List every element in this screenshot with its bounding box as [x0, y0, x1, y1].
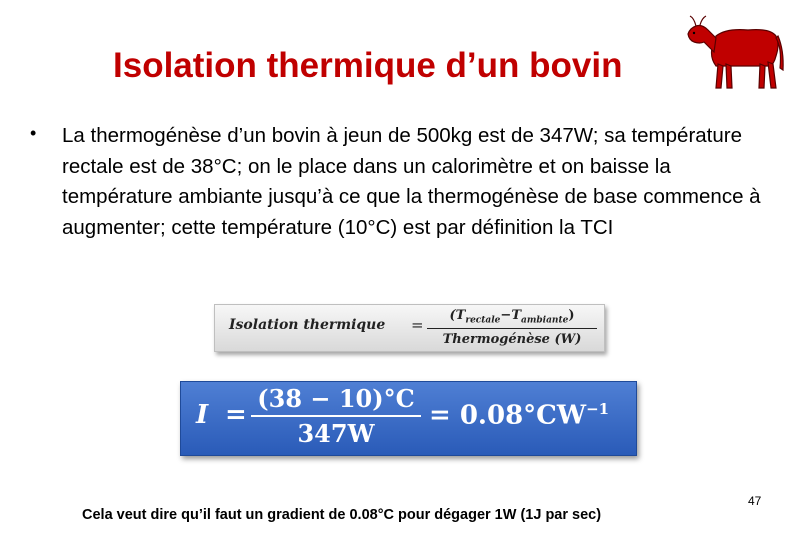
- formula2-result: = $0.08^\circ CW^{-1}$: [429, 400, 610, 431]
- formula1-numerator: $(T_{rectale}-T_{ambiante})$: [449, 308, 575, 326]
- formula2-equals: =: [225, 400, 247, 430]
- slide-title: Isolation thermique d’un bovin: [113, 46, 623, 85]
- formula-isolation-definition: [214, 304, 605, 352]
- formula1-equals: =: [411, 316, 424, 334]
- formula1-denominator: Thermogénèse (W): [442, 331, 582, 347]
- formula2-numerator: (38 − 10)°C: [257, 384, 415, 413]
- page-number: 47: [748, 494, 762, 508]
- formula2-denominator: 347W: [297, 419, 375, 448]
- formula-isolation-result: [180, 381, 637, 456]
- footnote: Cela veut dire qu’il faut un gradient de 0.08°C pour dégager 1W (1J par sec): [82, 507, 602, 523]
- bullet-item: [30, 121, 770, 243]
- bullet-text: La thermogénèse d’un bovin à jeun de 500kg est de 347W; sa température rectale est de 38°C; on le place dans un calorimètre et on baisse la température ambiante jusqu’à ce que la thermogénèse de base commence à augmenter; cette température (10°C) est par définition la TCI: [62, 124, 761, 239]
- formula2-fraction: [251, 384, 421, 448]
- formula2-lhs: I: [196, 400, 209, 430]
- formula1-fraction: [427, 308, 597, 347]
- formula1-lhs: Isolation thermique: [229, 317, 386, 333]
- formula2-fraction-bar: [251, 415, 421, 417]
- formula1-fraction-bar: [427, 328, 597, 329]
- cow-icon: [686, 14, 786, 92]
- bullet-dot: •: [30, 123, 37, 143]
